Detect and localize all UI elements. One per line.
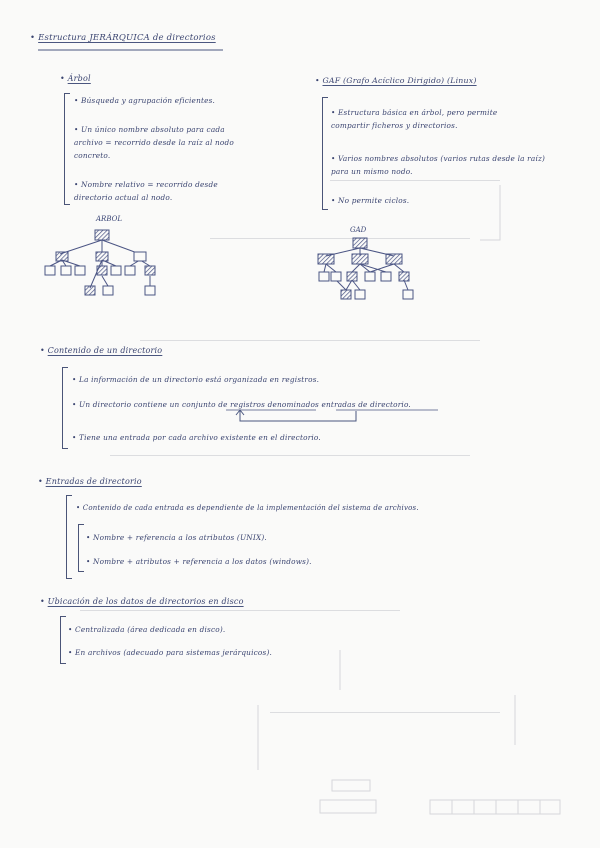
arbol-dir-node: [56, 252, 68, 261]
gad-graph-diagram: [300, 222, 440, 312]
gaf-bracket: [322, 97, 323, 210]
s4-item-2-text: En archivos (adecuado para sistemas jerárquicos).: [75, 648, 273, 657]
gaf-item-3-text: No permite ciclos.: [338, 196, 410, 205]
section-2-bracket: [62, 367, 63, 449]
gaf-item-3: • No permite ciclos.: [331, 196, 410, 205]
gaf-item-1: • Estructura básica en árbol, pero permite compartir ficheros y directorios.: [331, 108, 498, 130]
s4-item-1: • Centralizada (área dedicada en disco).: [68, 625, 226, 634]
arbol-file-node: [61, 266, 71, 275]
section-2-title: Contenido de un directorio: [47, 346, 163, 355]
arbol-tree-diagram: [40, 212, 180, 304]
section-3-heading: • Entradas de directorio: [38, 477, 142, 486]
gaf-item-1-text: Estructura básica en árbol, pero permite compartir ficheros y directorios.: [331, 108, 498, 130]
section-4-title: Ubicación de los datos de directorios en disco: [47, 597, 244, 606]
arbol-item-3-text: Nombre relativo = recorrido desde directorio actual al nodo.: [74, 180, 218, 202]
arbol-diagram-label: ARBOL: [96, 215, 122, 223]
arbol-dir-node: [96, 252, 108, 261]
arbol-dir-node: [97, 266, 107, 275]
arbol-file-node: [134, 252, 146, 261]
s2-item-1-text: La información de un directorio está organizada en registros.: [79, 375, 320, 384]
s2-item-3-text: Tiene una entrada por cada archivo existente en el directorio.: [79, 433, 321, 442]
arbol-item-1: • Búsqueda y agrupación eficientes.: [74, 96, 216, 105]
gad-file-node: [355, 290, 365, 299]
s3-item-1-text: Contenido de cada entrada es dependiente de la implementación del sistema de archivos.: [82, 504, 419, 512]
arbol-file-node: [45, 266, 55, 275]
s4-item-2: • En archivos (adecuado para sistemas jerárquicos).: [68, 648, 273, 657]
gad-dir-node: [347, 272, 357, 281]
gad-dir-node: [386, 254, 402, 264]
arbol-file-node: [75, 266, 85, 275]
arbol-file-node: [125, 266, 135, 275]
gaf-heading: • GAF (Grafo Acíclico Dirigido) (Linux): [315, 76, 477, 85]
arbol-item-3: • Nombre relativo = recorrido desde directorio actual al nodo.: [74, 180, 218, 202]
s4-item-1-text: Centralizada (área dedicada en disco).: [75, 625, 226, 634]
s2-item-2: • Un directorio contiene un conjunto de registros denominados entradas de directorio.: [72, 400, 411, 409]
gad-dir-node: [341, 290, 351, 299]
arbol-item-2: • Un único nombre absoluto para cada archivo = recorrido desde la raíz al nodo concreto.: [74, 125, 234, 160]
section-1-bullet: •: [30, 33, 39, 43]
gad-dir-node: [352, 254, 368, 264]
s3-item-3-text: Nombre + atributos + referencia a los datos (windows).: [93, 557, 312, 566]
s3-item-1: • Contenido de cada entrada es dependiente de la implementación del sistema de archivos.: [76, 504, 419, 512]
gad-diagram-label: GAD: [350, 226, 367, 234]
section-3-bracket: [66, 495, 67, 579]
s3-item-3: • Nombre + atributos + referencia a los datos (windows).: [86, 557, 312, 566]
arbol-file-node: [111, 266, 121, 275]
arbol-title: Árbol: [67, 74, 91, 83]
s2-item-3: • Tiene una entrada por cada archivo existente en el directorio.: [72, 433, 321, 442]
section-3-sub-bracket: [78, 524, 79, 572]
section-2-heading: • Contenido de un directorio: [40, 346, 163, 355]
gad-root-node: [353, 238, 367, 248]
gad-file-node: [381, 272, 391, 281]
gad-file-node: [331, 272, 341, 281]
gaf-item-2-text: Varios nombres absolutos (varios rutas desde la raíz) para un mismo nodo.: [331, 154, 546, 176]
arbol-file-node: [145, 286, 155, 295]
gad-file-node: [319, 272, 329, 281]
section-4-bracket: [60, 616, 61, 664]
section-3-title: Entradas de directorio: [45, 477, 142, 486]
s3-item-2-text: Nombre + referencia a los atributos (UNIX).: [93, 533, 267, 542]
s2-item-2-text: Un directorio contiene un conjunto de registros denominados entradas de directorio.: [79, 400, 411, 409]
gad-file-node: [365, 272, 375, 281]
gad-dir-node: [318, 254, 334, 264]
gad-file-node: [403, 290, 413, 299]
section-1-heading: [30, 33, 216, 43]
s3-item-2: • Nombre + referencia a los atributos (UNIX).: [86, 533, 267, 542]
arbol-item-2-text: Un único nombre absoluto para cada archivo = recorrido desde la raíz al nodo concreto.: [74, 125, 234, 160]
section-4-heading: • Ubicación de los datos de directorios en disco: [40, 597, 244, 606]
arbol-bracket: [64, 93, 65, 205]
arbol-dir-node: [85, 286, 95, 295]
section-1-underline: [38, 48, 228, 52]
arbol-file-node: [103, 286, 113, 295]
arbol-item-1-text: Búsqueda y agrupación eficientes.: [81, 96, 216, 105]
gad-dir-node: [399, 272, 409, 281]
arbol-dir-node: [145, 266, 155, 275]
arbol-heading: • Árbol: [60, 74, 91, 83]
gaf-item-2: • Varios nombres absolutos (varios rutas desde la raíz) para un mismo nodo.: [331, 154, 546, 176]
gaf-title: GAF (Grafo Acíclico Dirigido) (Linux): [322, 76, 477, 85]
s2-item-1: • La información de un directorio está organizada en registros.: [72, 375, 320, 384]
arbol-root-node: [95, 230, 109, 240]
section-1-title: Estructura JERÁRQUICA de directorios: [38, 33, 216, 43]
s2-annotation-arrow: [226, 409, 446, 427]
